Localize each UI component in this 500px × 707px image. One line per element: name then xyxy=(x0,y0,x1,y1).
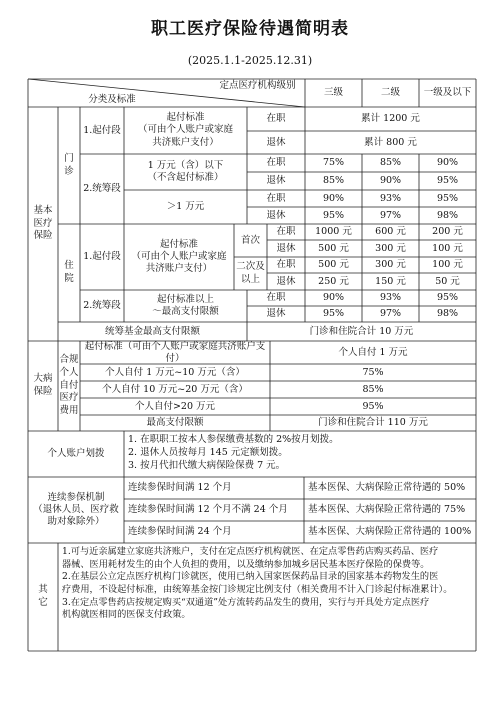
account-rule-3: 3. 按月代扣代缴大病保险保费 7 元。 xyxy=(128,459,286,471)
op-qifu-in-value: 累计 1200 元 xyxy=(361,113,420,125)
ip-first-ret-label: 退休 xyxy=(276,242,296,254)
op-r1-ret-label: 退休 xyxy=(266,175,286,187)
header-institution-level: 定点医疗机构级别 xyxy=(219,80,296,92)
continuous-result-2: 基本医保、大病保险正常待遇的 75% xyxy=(308,504,466,516)
serious-r2-label: 个人自付 10 万元~20 万元（含） xyxy=(102,383,248,395)
ip-tc-ret-label: 退休 xyxy=(266,308,286,320)
ip-second-in-l1: 100 元 xyxy=(432,259,463,271)
account-label: 个人账户划拨 xyxy=(47,448,105,460)
ip-first-in-label: 在职 xyxy=(276,226,296,238)
ip-tc-ret-l1: 98% xyxy=(436,308,459,320)
op-r2-in-l1: 95% xyxy=(436,192,459,204)
ip-tc-in-l3: 90% xyxy=(322,292,345,304)
account-rules xyxy=(124,431,476,477)
op-qifu-ret-value: 累计 800 元 xyxy=(364,136,417,148)
other-note-line: 器械、医用耗材发生的由个人负担的费用，以及缴纳参加城乡居民基本医疗保险的保费等。 xyxy=(62,558,430,570)
header-level-3: 三级 xyxy=(323,87,343,99)
other-note-line: 疗费用，不设起付标准，由统筹基金按门诊规定比例支付（相关费用不计入门诊起付标准累计）。 xyxy=(62,584,453,596)
ip-first-ret-l2: 300 元 xyxy=(375,242,406,254)
period-subtitle: (2025.1.1-2025.12.31) xyxy=(187,54,313,67)
continuous-result-1: 基本医保、大病保险正常待遇的 50% xyxy=(308,482,466,494)
other-notes xyxy=(58,543,476,651)
ip-first-ret-l1: 100 元 xyxy=(432,242,463,254)
op-r2-ret-l3: 95% xyxy=(322,209,345,221)
outpatient-label: 门 诊 xyxy=(64,152,74,177)
serious-r3-label: 个人自付>20 万元 xyxy=(134,400,216,412)
ip-qifu-desc: 起付标准 （可由个人账户或家庭 共济账户支付） xyxy=(131,238,227,275)
ip-first-in-l1: 200 元 xyxy=(432,226,463,238)
op-r1-in-l3: 75% xyxy=(322,157,345,169)
op-r1-in-l2: 85% xyxy=(379,157,402,169)
header-level-2: 二级 xyxy=(380,87,400,99)
continuous-cond-1: 连续参保时间满 12 个月 xyxy=(128,482,232,494)
continuous-label: 连续参保机制 （退休人员、医疗救 助对象除外） xyxy=(33,491,119,528)
op-r2-ret-l1: 98% xyxy=(436,209,459,221)
ip-qifu-label: 1.起付段 xyxy=(83,251,121,263)
op-qifu-label: 1.起付段 xyxy=(83,124,121,136)
op-r1-in-l1: 90% xyxy=(436,157,459,169)
op-qifu-ret-label: 退休 xyxy=(266,136,286,148)
ip-second-label: 二次及 以上 xyxy=(236,261,265,285)
header-level-1: 一级及以下 xyxy=(423,87,472,99)
serious-r2-value: 85% xyxy=(362,383,384,395)
op-range2: ＞1 万元 xyxy=(166,201,205,213)
serious-r3-value: 95% xyxy=(362,400,384,412)
ip-second-ret-label: 退休 xyxy=(276,275,296,287)
continuous-result-3: 基本医保、大病保险正常待遇的 100% xyxy=(308,526,472,538)
op-qifu-desc: 起付标准 （可由个人账户或家庭 共济账户支付） xyxy=(137,112,233,148)
other-note-line: 2.在基层公立定点医疗机构门诊就医，使用已纳入国家医保药品目录的国家基本药物发生的医 xyxy=(62,571,439,583)
serious-r1-value: 75% xyxy=(362,366,384,378)
op-r2-ret-label: 退休 xyxy=(266,209,286,221)
ip-first-ret-l3: 500 元 xyxy=(318,242,349,254)
op-range1: 1 万元（含）以下 （不含起付标准） xyxy=(147,159,224,183)
other-note-line: 1.可与近亲属建立家庭共济账户，支付在定点医疗机构就医、在定点零售药店购买药品、医疗 xyxy=(62,546,439,557)
op-r1-ret-l3: 85% xyxy=(322,175,345,187)
page-title: 职工医疗保险待遇简明表 xyxy=(151,19,349,39)
basic-max-label: 统筹基金最高支付限额 xyxy=(104,325,200,337)
op-r2-in-l3: 90% xyxy=(322,192,345,204)
ip-second-ret-l1: 50 元 xyxy=(435,275,460,287)
serious-qifu-value: 个人自付 1 万元 xyxy=(338,346,408,358)
ip-second-ret-l2: 150 元 xyxy=(375,275,406,287)
continuous-cond-2: 连续参保时间满 12 个月不满 24 个月 xyxy=(128,504,288,516)
account-rule-2: 2. 退休人员按每月 145 元定额划拨。 xyxy=(128,446,288,458)
basic-insurance-label: 基本 医疗 保险 xyxy=(33,204,53,242)
ip-tc-in-l1: 95% xyxy=(436,292,459,304)
ip-first-in-l3: 1000 元 xyxy=(315,226,352,238)
continuous-cond-3: 连续参保时间满 24 个月 xyxy=(128,526,232,538)
ip-tc-in-l2: 93% xyxy=(379,292,402,304)
serious-r1-label: 个人自付 1 万元~10 万元（含） xyxy=(105,366,245,378)
header-category: 分类及标准 xyxy=(88,93,136,105)
op-r2-in-label: 在职 xyxy=(266,192,286,204)
ip-first-in-l2: 600 元 xyxy=(375,226,406,238)
op-tongchou-label: 2.统筹段 xyxy=(83,183,121,195)
other-note-line: 3.在定点零售药店按规定购买“双通道”处方流转药品发生的费用，实行与开具处方定点医疗 xyxy=(62,596,430,608)
inpatient-label: 住 院 xyxy=(64,260,74,284)
basic-max-value: 门诊和住院合计 10 万元 xyxy=(309,325,414,337)
serious-max-label: 最高支付限额 xyxy=(146,417,204,429)
op-r1-ret-l2: 90% xyxy=(379,175,402,187)
ip-second-in-l3: 500 元 xyxy=(318,259,349,271)
ip-range: 起付标准以上 ～最高支付限额 xyxy=(152,293,219,317)
op-r2-ret-l2: 97% xyxy=(379,209,402,221)
ip-tc-ret-l3: 95% xyxy=(322,308,345,320)
ip-tc-in-label: 在职 xyxy=(266,292,286,304)
ip-tongchou-label: 2.统筹段 xyxy=(83,300,121,312)
other-label: 其 它 xyxy=(38,584,48,608)
op-qifu-in-label: 在职 xyxy=(266,113,286,125)
other-note-line: 机构就医相同的医保支付政策。 xyxy=(62,609,191,621)
account-rule-1: 1. 在职职工按本人参保缴费基数的 2%按月划拨。 xyxy=(128,434,339,445)
ip-tc-ret-l2: 97% xyxy=(379,308,402,320)
op-r1-ret-l1: 95% xyxy=(436,175,459,187)
ip-second-ret-l3: 250 元 xyxy=(318,275,349,287)
serious-qifu-label: 起付标准（可由个人账户或家庭共济账户支付） xyxy=(84,341,266,364)
serious-max-value: 门诊和住院合计 110 万元 xyxy=(318,417,428,429)
op-r2-in-l2: 93% xyxy=(379,192,402,204)
ip-first-label: 首次 xyxy=(240,234,260,246)
ip-second-in-l2: 300 元 xyxy=(375,259,406,271)
serious-insurance-label: 大病 保险 xyxy=(33,373,53,397)
op-r1-in-label: 在职 xyxy=(266,157,286,169)
serious-group-label: 合规 个人 自付 医疗 费用 xyxy=(59,353,79,417)
ip-second-in-label: 在职 xyxy=(276,259,296,271)
